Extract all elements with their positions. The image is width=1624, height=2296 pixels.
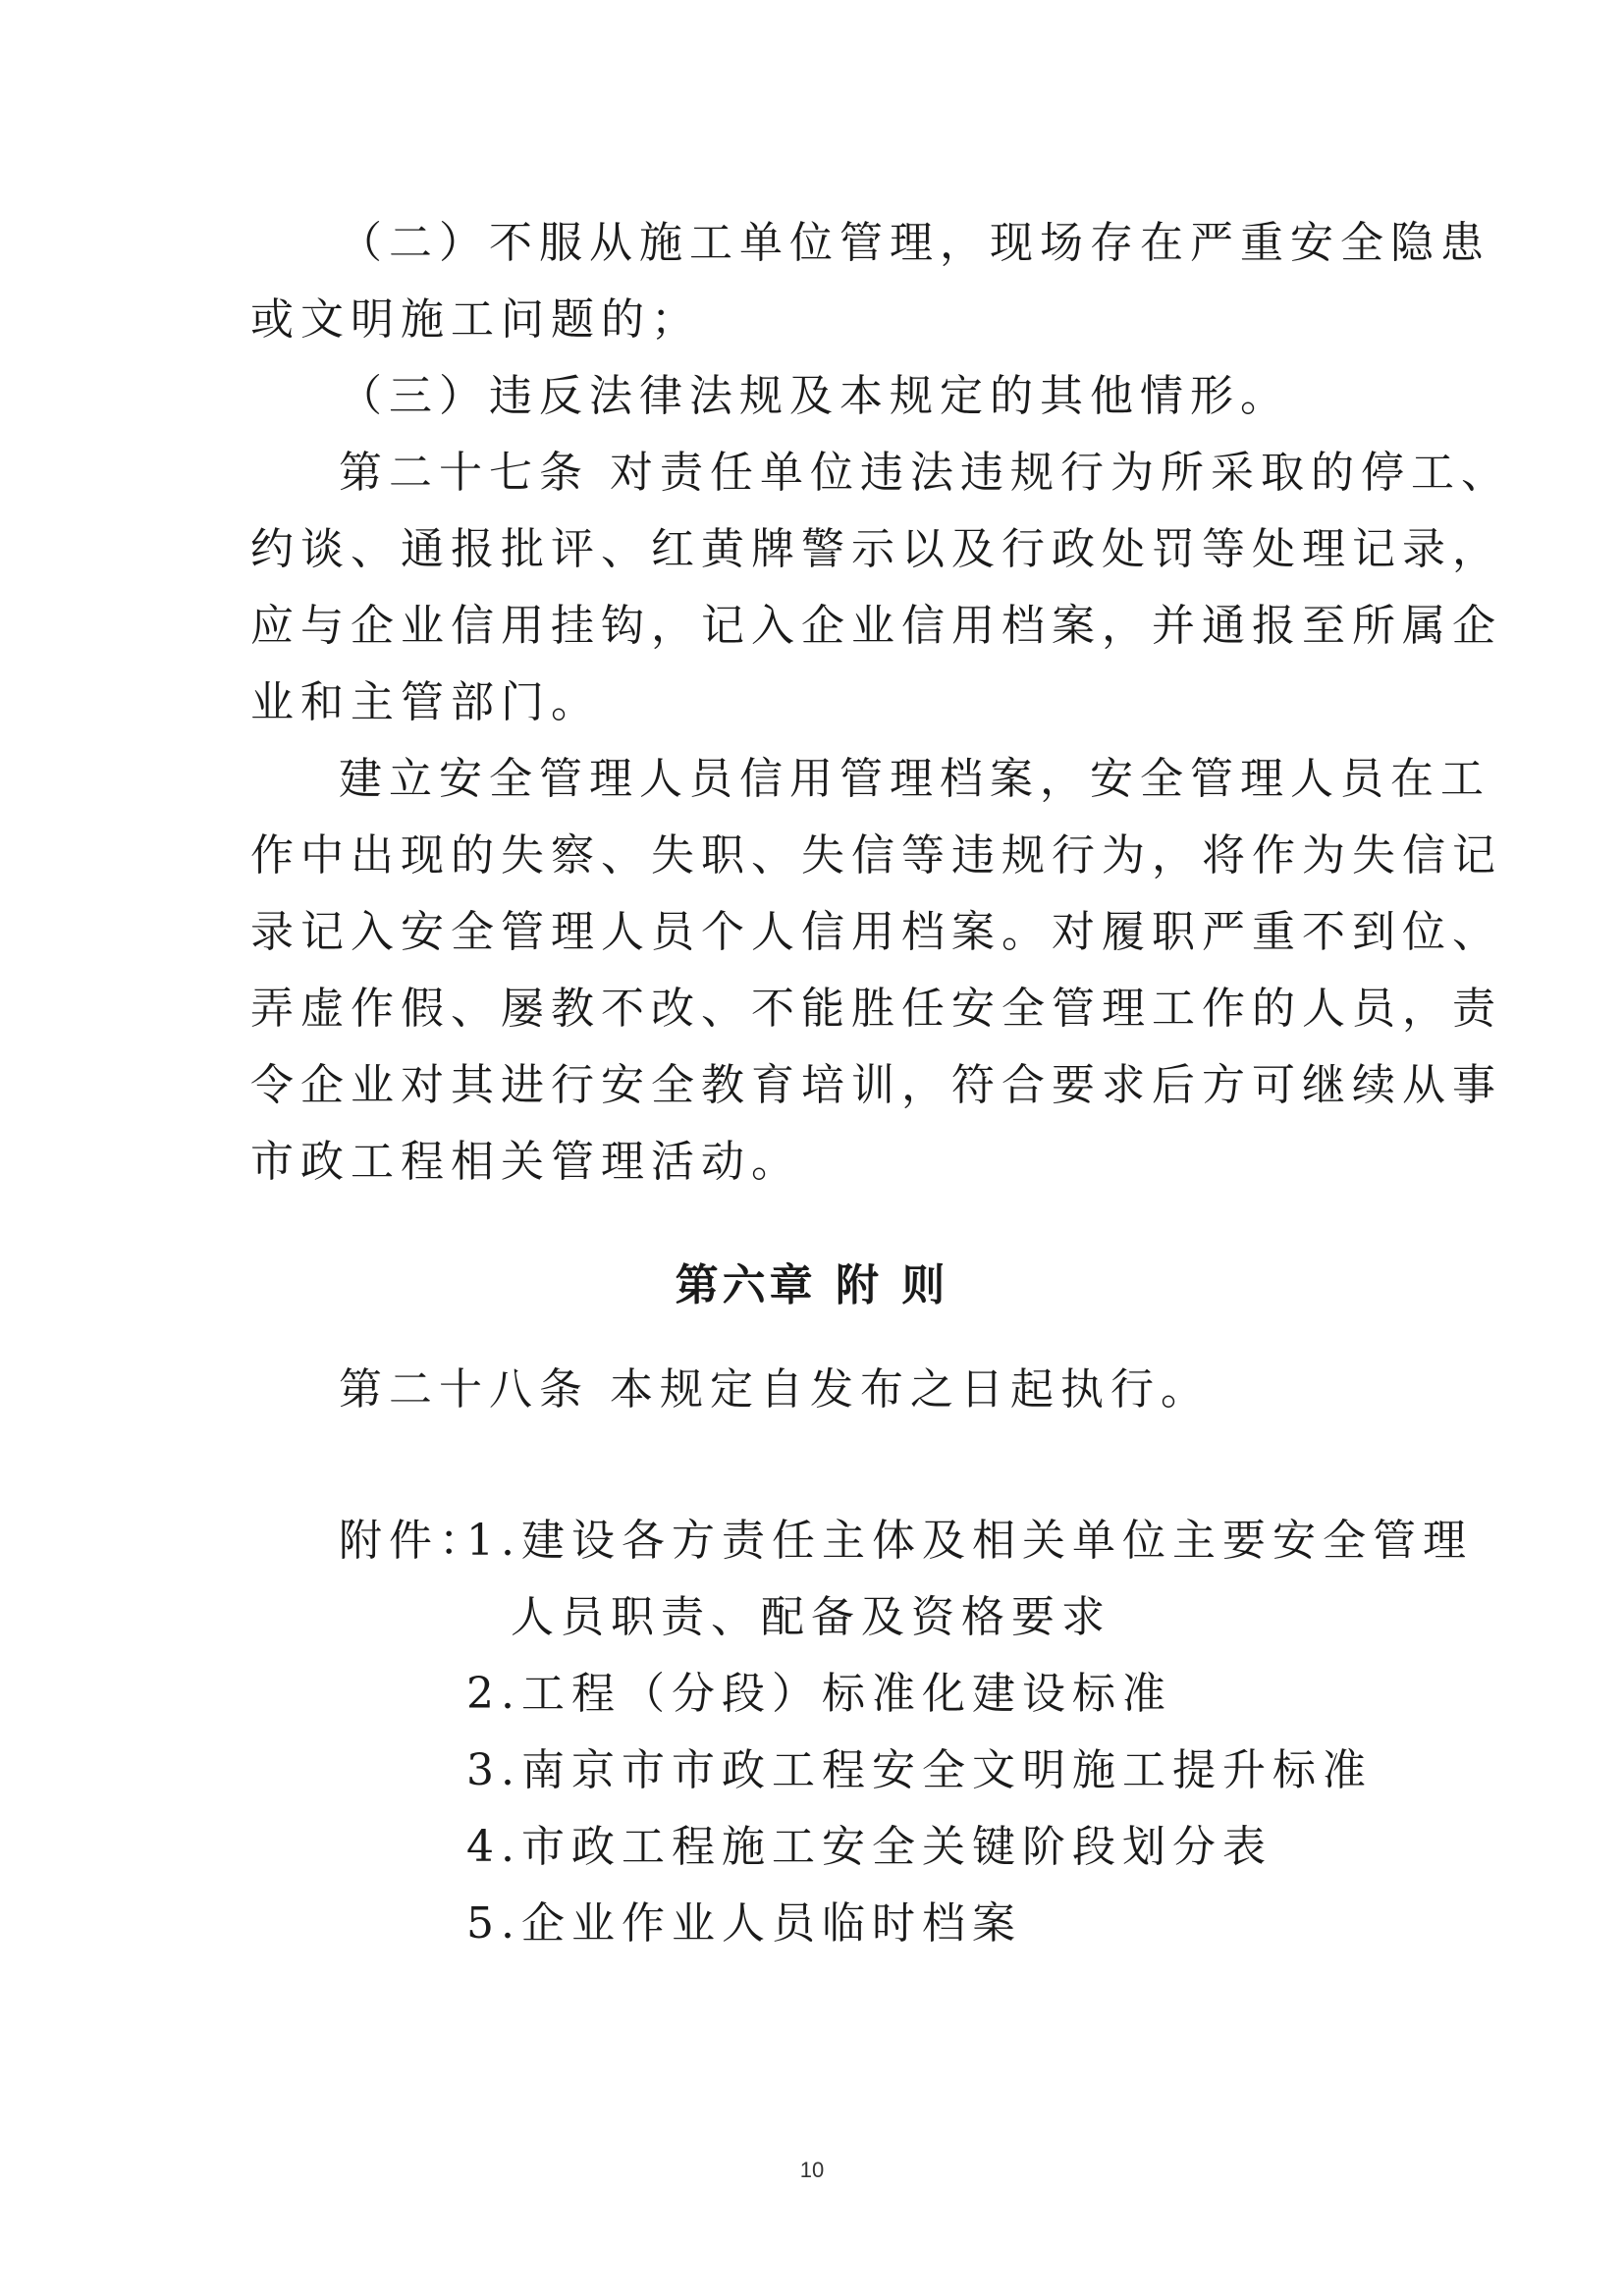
article-27-line-3: 应与企业信用挂钩，记入企业信用档案，并通报至所属企	[250, 601, 1502, 651]
body-line-2: 或文明施工问题的；	[250, 294, 701, 345]
body-line-3: （三）违反法律法规及本规定的其他情形。	[339, 371, 1290, 421]
attachment-item-5: 5.企业作业人员临时档案	[466, 1898, 1022, 1949]
page-number: 10	[799, 2158, 825, 2182]
credit-para-line-6: 市政工程相关管理活动。	[250, 1137, 801, 1187]
credit-para-line-4: 弄虚作假、屡教不改、不能胜任安全管理工作的人员，责	[250, 984, 1502, 1034]
body-line-1: （二）不服从施工单位管理，现场存在严重安全隐患	[339, 218, 1490, 268]
attachment-item-3: 3.南京市市政工程安全文明施工提升标准	[466, 1745, 1373, 1795]
credit-para-line-5: 令企业对其进行安全教育培训，符合要求后方可继续从事	[250, 1060, 1502, 1110]
article-28: 第二十八条 本规定自发布之日起执行。	[339, 1364, 1211, 1415]
attachment-item-4: 4.市政工程施工安全关键阶段划分表	[466, 1822, 1272, 1872]
article-27-line-2: 约谈、通报批评、红黄牌警示以及行政处罚等处理记录，	[250, 524, 1502, 574]
article-27-line-1: 第二十七条 对责任单位违法违规行为所采取的停工、	[339, 448, 1511, 498]
credit-para-line-2: 作中出现的失察、失职、失信等违规行为，将作为失信记	[250, 830, 1502, 881]
credit-para-line-1: 建立安全管理人员信用管理档案，安全管理人员在工	[339, 754, 1490, 804]
article-27-line-4: 业和主管部门。	[250, 677, 601, 727]
attachment-item-1-cont: 人员职责、配备及资格要求	[511, 1592, 1111, 1642]
chapter-heading: 第六章 附 则	[675, 1260, 949, 1310]
attachment-item-2: 2.工程（分段）标准化建设标准	[466, 1669, 1172, 1719]
credit-para-line-3: 录记入安全管理人员个人信用档案。对履职严重不到位、	[250, 907, 1502, 957]
attachments-label: 附件：	[339, 1516, 489, 1566]
attachment-item-1: 1.建设各方责任主体及相关单位主要安全管理	[466, 1516, 1473, 1566]
